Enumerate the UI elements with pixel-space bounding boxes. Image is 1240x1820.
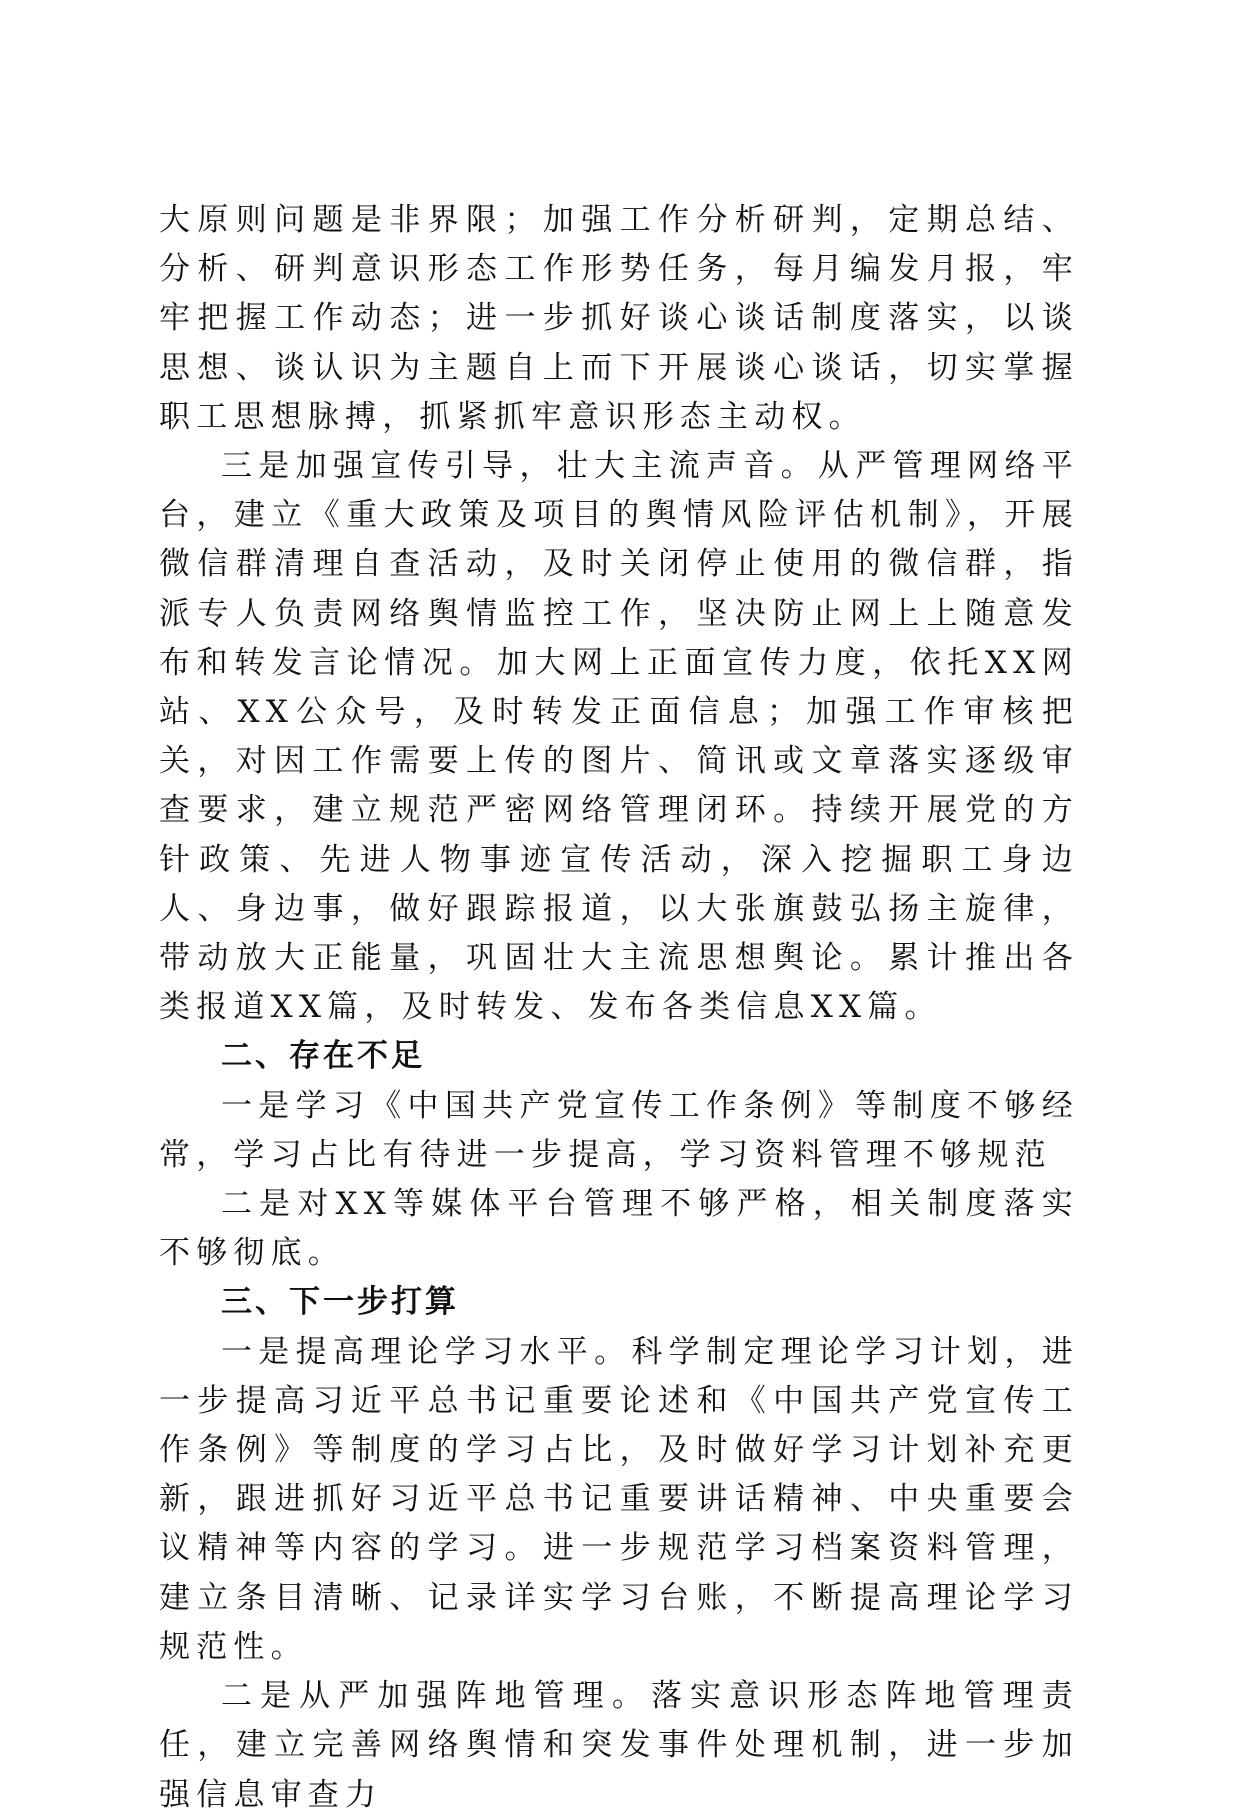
section-heading-next-steps: 三、下一步打算 (221, 1284, 459, 1321)
paragraph-next-step-2: 二是从严加强阵地管理。落实意识形态阵地管理责任，建立完善网络舆情和突发事件处理机制，进一步加强信息审查力 (159, 1678, 1079, 1813)
section-heading-shortcomings: 二、存在不足 (221, 1038, 425, 1075)
paragraph-shortcoming-2: 二是对XX等媒体平台管理不够严格，相关制度落实不够彻底。 (159, 1186, 1079, 1272)
paragraph-next-step-1: 一是提高理论学习水平。科学制定理论学习计划，进一步提高习近平总书记重要论述和《中国共产党宣传工作条例》等制度的学习占比，及时做好学习计划补充更新，跟进抓好习近平总书记重要讲话精神、中央重要会议精神等内容的学习。进一步规范学习档案资料管理，建立条目清晰、记录详实学习台账，不断提高理论学习规范性。 (159, 1333, 1079, 1665)
paragraph-publicity-guidance: 三是加强宣传引导，壮大主流声音。从严管理网络平台，建立《重大政策及项目的舆情风险评估机制》，开展微信群清理自查活动，及时关闭停止使用的微信群，指派专人负责网络舆情监控工作，坚决防止网上上随意发布和转发言论情况。加大网上正面宣传力度，依托XX网站、XX公众号，及时转发正面信息；加强工作审核把关，对因工作需要上传的图片、简讯或文章落实逐级审查要求，建立规范严密网络管理闭环。持续开展党的方针政策、先进人物事迹宣传活动，深入挖掘职工身边人、身边事，做好跟踪报道，以大张旗鼓弘扬主旋律，带动放大正能量，巩固壮大主流思想舆论。累计推出各类报道XX篇，及时转发、发布各类信息XX篇。 (159, 448, 1079, 1026)
document-body (159, 196, 1079, 1820)
paragraph-shortcoming-1: 一是学习《中国共产党宣传工作条例》等制度不够经常，学习占比有待进一步提高，学习资料管理不够规范 (159, 1087, 1079, 1173)
paragraph-continued: 大原则问题是非界限；加强工作分析研判，定期总结、分析、研判意识形态工作形势任务，每月编发月报，牢牢把握工作动态；进一步抓好谈心谈话制度落实，以谈思想、谈认识为主题自上而下开展谈心谈话，切实掌握职工思想脉搏，抓紧抓牢意识形态主动权。 (159, 202, 1079, 435)
